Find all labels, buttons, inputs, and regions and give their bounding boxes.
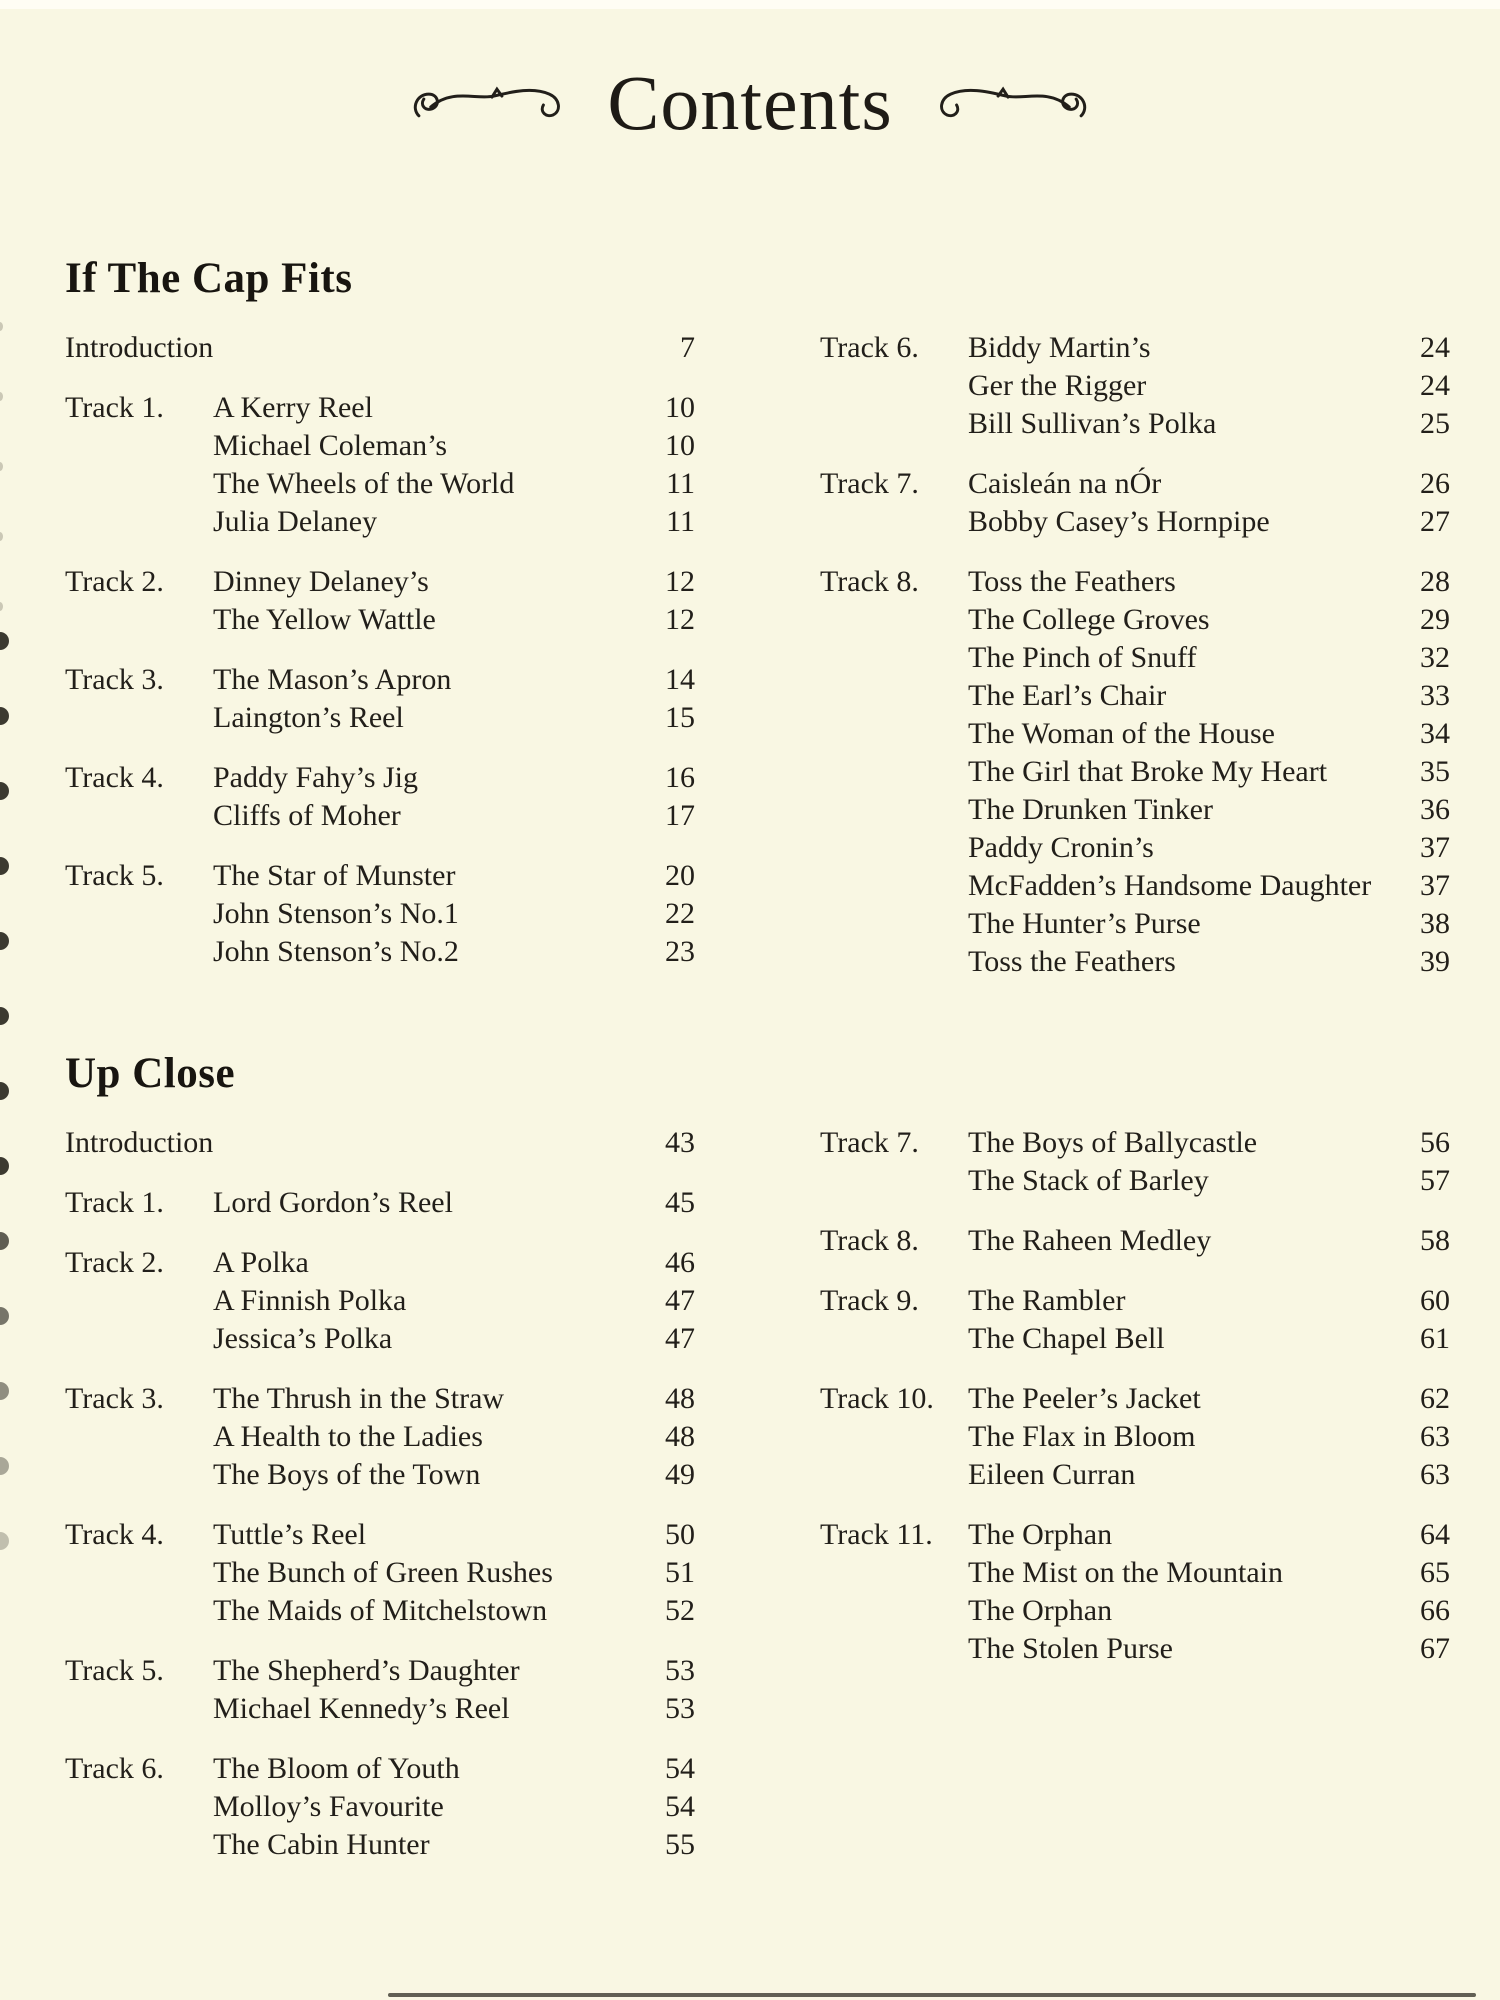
page-number: 57 — [1420, 1164, 1450, 1197]
track-label: Track 6. — [65, 1752, 164, 1785]
tune-name: The College Groves — [968, 603, 1210, 636]
tune-line — [968, 715, 1450, 753]
page-number: 26 — [1420, 467, 1450, 500]
tune-list — [213, 329, 695, 367]
tune-name: A Polka — [213, 1246, 309, 1279]
page-number: 17 — [665, 799, 695, 832]
page-number: 47 — [665, 1322, 695, 1355]
page-number: 37 — [1420, 869, 1450, 902]
tune-line — [213, 1592, 695, 1630]
track-label: Track 1. — [65, 1186, 164, 1219]
page-number: 56 — [1420, 1126, 1450, 1159]
page-number: 47 — [665, 1284, 695, 1317]
tune-name: The Woman of the House — [968, 717, 1275, 750]
tune-line — [213, 563, 695, 601]
page-number: 53 — [665, 1692, 695, 1725]
tune-name: A Health to the Ladies — [213, 1420, 483, 1453]
tune-name: The Mist on the Mountain — [968, 1556, 1283, 1589]
tune-line — [213, 797, 695, 835]
tune-name: Julia Delaney — [213, 505, 378, 538]
tune-list — [968, 1124, 1450, 1200]
tune-list — [213, 1652, 695, 1728]
toc-entry — [65, 857, 695, 971]
tune-name: The Pinch of Snuff — [968, 641, 1197, 674]
page-number: 7 — [680, 331, 695, 364]
tune-line — [213, 1184, 695, 1222]
section-up-close — [0, 1049, 1500, 1886]
tune-name: The Stolen Purse — [968, 1632, 1173, 1665]
page-number: 39 — [1420, 945, 1450, 978]
tune-name: The Girl that Broke My Heart — [968, 755, 1328, 788]
page-number: 10 — [665, 391, 695, 424]
toc-column — [820, 329, 1450, 1003]
track-label: Track 2. — [65, 565, 164, 598]
tune-list — [213, 1380, 695, 1494]
track-label: Track 11. — [820, 1518, 933, 1551]
tune-name: The Shepherd’s Daughter — [213, 1654, 520, 1687]
tune-line — [213, 895, 695, 933]
page-number: 29 — [1420, 603, 1450, 636]
tune-line — [968, 563, 1450, 601]
scan-edge-artifact — [0, 0, 1500, 9]
page-number: 12 — [665, 603, 695, 636]
tune-line — [968, 1592, 1450, 1630]
tune-name: The Bunch of Green Rushes — [213, 1556, 553, 1589]
toc-entry — [820, 1222, 1450, 1260]
tune-list — [968, 1380, 1450, 1494]
page-number: 46 — [665, 1246, 695, 1279]
tune-line — [968, 1516, 1450, 1554]
tune-name: The Thrush in the Straw — [213, 1382, 505, 1415]
tune-name: McFadden’s Handsome Daughter — [968, 869, 1372, 902]
page-number: 23 — [665, 935, 695, 968]
toc-entry — [820, 563, 1450, 981]
tune-line — [968, 1456, 1450, 1494]
tune-name: The Rambler — [968, 1284, 1126, 1317]
track-label: Track 8. — [820, 565, 919, 598]
page-number: 61 — [1420, 1322, 1450, 1355]
flourish-right-icon — [923, 74, 1091, 132]
track-label: Track 2. — [65, 1246, 164, 1279]
tune-list — [213, 389, 695, 541]
page-number: 12 — [665, 565, 695, 598]
tune-name: The Mason’s Apron — [213, 663, 452, 696]
track-label: Track 8. — [820, 1224, 919, 1257]
tune-line — [968, 329, 1450, 367]
track-label: Track 3. — [65, 1382, 164, 1415]
tune-line — [213, 1124, 695, 1162]
toc-entry — [65, 1750, 695, 1864]
track-label: Track 5. — [65, 859, 164, 892]
page-number: 33 — [1420, 679, 1450, 712]
track-label: Track 7. — [820, 467, 919, 500]
tune-name: The Wheels of the World — [213, 467, 515, 500]
page-number: 11 — [666, 467, 695, 500]
tune-line — [213, 329, 695, 367]
toc-entry — [65, 389, 695, 541]
tune-name: Toss the Feathers — [968, 945, 1176, 978]
tune-name: Michael Kennedy’s Reel — [213, 1692, 510, 1725]
tune-name: The Drunken Tinker — [968, 793, 1213, 826]
tune-list — [968, 563, 1450, 981]
tune-list — [968, 329, 1450, 443]
page-number: 54 — [665, 1752, 695, 1785]
tune-line — [213, 465, 695, 503]
tune-name: Laington’s Reel — [213, 701, 404, 734]
tune-line — [213, 1282, 695, 1320]
tune-name: Bill Sullivan’s Polka — [968, 407, 1217, 440]
toc-entry — [820, 465, 1450, 541]
toc-entry — [820, 1282, 1450, 1358]
tune-line — [968, 1554, 1450, 1592]
section-title: If The Cap Fits — [65, 255, 353, 302]
page-number: 51 — [665, 1556, 695, 1589]
tune-name: Lord Gordon’s Reel — [213, 1186, 453, 1219]
toc-entry — [65, 329, 695, 367]
page-number: 63 — [1420, 1420, 1450, 1453]
tune-name: The Maids of Mitchelstown — [213, 1594, 548, 1627]
page-number: 10 — [665, 429, 695, 462]
tune-line — [968, 405, 1450, 443]
tune-name: The Yellow Wattle — [213, 603, 436, 636]
page-number: 14 — [665, 663, 695, 696]
page-number: 52 — [665, 1594, 695, 1627]
track-label: Introduction — [65, 1126, 214, 1159]
toc-entry — [65, 1652, 695, 1728]
page-number: 32 — [1420, 641, 1450, 674]
page-header — [0, 58, 1500, 148]
page-number: 22 — [665, 897, 695, 930]
tune-line — [968, 867, 1450, 905]
toc-entry — [65, 1516, 695, 1630]
page-number: 27 — [1420, 505, 1450, 538]
tune-name: The Boys of the Town — [213, 1458, 481, 1491]
track-label: Track 9. — [820, 1284, 919, 1317]
tune-name: The Flax in Bloom — [968, 1420, 1196, 1453]
page-number: 28 — [1420, 565, 1450, 598]
tune-name: The Earl’s Chair — [968, 679, 1167, 712]
track-label: Track 3. — [65, 663, 164, 696]
toc-entry — [65, 1124, 695, 1162]
page-number: 50 — [665, 1518, 695, 1551]
tune-line — [213, 1244, 695, 1282]
section-columns — [65, 329, 1450, 1003]
tune-line — [213, 1826, 695, 1864]
flourish-left-icon — [409, 74, 577, 132]
tune-line — [968, 1320, 1450, 1358]
tune-list — [213, 759, 695, 835]
tune-line — [968, 1162, 1450, 1200]
tune-line — [968, 1282, 1450, 1320]
tune-name: Tuttle’s Reel — [213, 1518, 367, 1551]
tune-name: The Bloom of Youth — [213, 1752, 460, 1785]
page-number: 54 — [665, 1790, 695, 1823]
tune-line — [213, 1652, 695, 1690]
tune-line — [968, 829, 1450, 867]
tune-line — [213, 1750, 695, 1788]
page-number: 55 — [665, 1828, 695, 1861]
tune-line — [968, 1222, 1450, 1260]
tune-list — [213, 1184, 695, 1222]
tune-line — [213, 661, 695, 699]
tune-name: John Stenson’s No.1 — [213, 897, 459, 930]
tune-name: Ger the Rigger — [968, 369, 1147, 402]
track-label: Track 4. — [65, 761, 164, 794]
tune-line — [213, 1418, 695, 1456]
tune-name: Paddy Fahy’s Jig — [213, 761, 419, 794]
tune-name: Biddy Martin’s — [968, 331, 1151, 364]
toc-column — [65, 1124, 695, 1886]
tune-line — [213, 699, 695, 737]
tune-name: The Peeler’s Jacket — [968, 1382, 1201, 1415]
track-label: Track 7. — [820, 1126, 919, 1159]
tune-line — [968, 1630, 1450, 1668]
tune-line — [213, 1320, 695, 1358]
page-number: 20 — [665, 859, 695, 892]
tune-line — [968, 1124, 1450, 1162]
tune-line — [968, 677, 1450, 715]
page-number: 45 — [665, 1186, 695, 1219]
tune-line — [213, 503, 695, 541]
tune-name: The Chapel Bell — [968, 1322, 1165, 1355]
track-label: Track 10. — [820, 1382, 934, 1415]
page-number: 66 — [1420, 1594, 1450, 1627]
page-number: 11 — [666, 505, 695, 538]
track-label: Track 5. — [65, 1654, 164, 1687]
tune-list — [968, 465, 1450, 541]
track-label: Track 6. — [820, 331, 919, 364]
tune-line — [213, 759, 695, 797]
tune-name: The Cabin Hunter — [213, 1828, 430, 1861]
track-label: Introduction — [65, 331, 214, 364]
page-number: 37 — [1420, 831, 1450, 864]
tune-line — [968, 639, 1450, 677]
toc-column — [65, 329, 695, 993]
tune-line — [968, 503, 1450, 541]
tune-line — [968, 465, 1450, 503]
toc-entry — [65, 563, 695, 639]
tune-name: The Orphan — [968, 1594, 1113, 1627]
tune-name: Cliffs of Moher — [213, 799, 401, 832]
tune-line — [968, 601, 1450, 639]
toc-entry — [820, 1380, 1450, 1494]
tune-line — [968, 943, 1450, 981]
page-number: 15 — [665, 701, 695, 734]
tune-name: A Finnish Polka — [213, 1284, 407, 1317]
tune-line — [213, 1690, 695, 1728]
page-number: 53 — [665, 1654, 695, 1687]
tune-name: The Star of Munster — [213, 859, 456, 892]
tune-name: The Hunter’s Purse — [968, 907, 1201, 940]
toc-sections — [0, 150, 1500, 1886]
toc-entry — [820, 1124, 1450, 1200]
tune-line — [213, 1788, 695, 1826]
tune-name: The Stack of Barley — [968, 1164, 1209, 1197]
tune-line — [213, 1380, 695, 1418]
track-label: Track 1. — [65, 391, 164, 424]
page-number: 43 — [665, 1126, 695, 1159]
tune-list — [968, 1282, 1450, 1358]
tune-name: Molloy’s Favourite — [213, 1790, 444, 1823]
tune-name: Michael Coleman’s — [213, 429, 448, 462]
page-number: 62 — [1420, 1382, 1450, 1415]
tune-name: A Kerry Reel — [213, 391, 373, 424]
page-number: 25 — [1420, 407, 1450, 440]
toc-entry — [65, 1184, 695, 1222]
tune-line — [968, 753, 1450, 791]
page-number: 65 — [1420, 1556, 1450, 1589]
page-number: 60 — [1420, 1284, 1450, 1317]
tune-list — [213, 1244, 695, 1358]
tune-list — [213, 1516, 695, 1630]
tune-name: The Raheen Medley — [968, 1224, 1212, 1257]
tune-line — [968, 905, 1450, 943]
tune-line — [213, 389, 695, 427]
toc-entry — [65, 759, 695, 835]
tune-name: Jessica’s Polka — [213, 1322, 393, 1355]
page-number: 34 — [1420, 717, 1450, 750]
tune-name: The Boys of Ballycastle — [968, 1126, 1258, 1159]
toc-entry — [65, 661, 695, 737]
tune-name: Toss the Feathers — [968, 565, 1176, 598]
tune-line — [213, 1456, 695, 1494]
tune-line — [213, 1516, 695, 1554]
toc-entry — [820, 329, 1450, 443]
toc-entry — [65, 1244, 695, 1358]
page-number: 48 — [665, 1382, 695, 1415]
tune-name: Paddy Cronin’s — [968, 831, 1154, 864]
page-number: 38 — [1420, 907, 1450, 940]
tune-name: John Stenson’s No.2 — [213, 935, 459, 968]
tune-list — [213, 857, 695, 971]
section-columns — [65, 1124, 1450, 1886]
page-number: 24 — [1420, 331, 1450, 364]
toc-entry — [65, 1380, 695, 1494]
page-number: 35 — [1420, 755, 1450, 788]
tune-line — [968, 791, 1450, 829]
tune-line — [213, 427, 695, 465]
section-if-the-cap-fits — [0, 254, 1500, 1003]
tune-name: Bobby Casey’s Hornpipe — [968, 505, 1270, 538]
scan-edge-artifact — [388, 1993, 1476, 1997]
page-number: 67 — [1420, 1632, 1450, 1665]
page-title: Contents — [607, 59, 893, 146]
section-title: Up Close — [65, 1050, 236, 1097]
page-number: 16 — [665, 761, 695, 794]
tune-list — [213, 1124, 695, 1162]
tune-list — [968, 1222, 1450, 1260]
page-number: 36 — [1420, 793, 1450, 826]
tune-name: Dinney Delaney’s — [213, 565, 429, 598]
tune-line — [213, 857, 695, 895]
toc-column — [820, 1124, 1450, 1690]
tune-name: The Orphan — [968, 1518, 1113, 1551]
tune-list — [213, 1750, 695, 1864]
page-number: 48 — [665, 1420, 695, 1453]
tune-line — [968, 367, 1450, 405]
tune-line — [213, 933, 695, 971]
page-number: 58 — [1420, 1224, 1450, 1257]
tune-name: Caisleán na nÓr — [968, 467, 1162, 500]
page-number: 63 — [1420, 1458, 1450, 1491]
tune-list — [968, 1516, 1450, 1668]
page-number: 49 — [665, 1458, 695, 1491]
track-label: Track 4. — [65, 1518, 164, 1551]
tune-line — [968, 1380, 1450, 1418]
tune-line — [213, 1554, 695, 1592]
page-number: 64 — [1420, 1518, 1450, 1551]
tune-list — [213, 661, 695, 737]
tune-list — [213, 563, 695, 639]
tune-line — [213, 601, 695, 639]
page-number: 24 — [1420, 369, 1450, 402]
tune-line — [968, 1418, 1450, 1456]
toc-entry — [820, 1516, 1450, 1668]
tune-name: Eileen Curran — [968, 1458, 1136, 1491]
